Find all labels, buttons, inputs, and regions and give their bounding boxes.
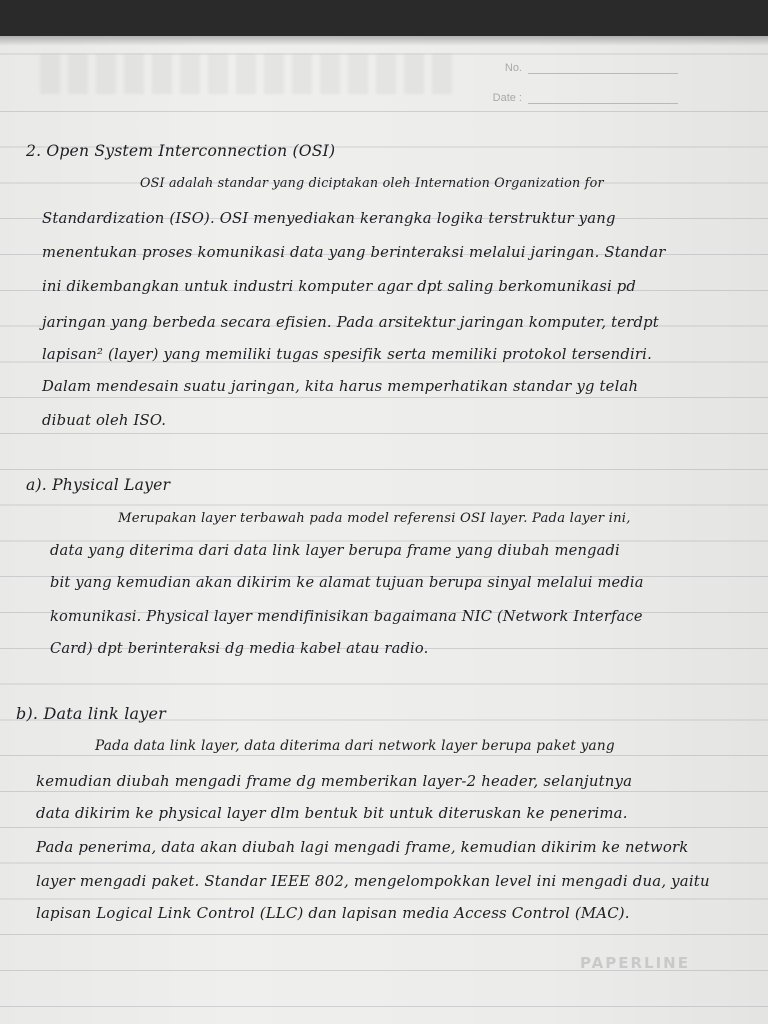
page-edge-shadow bbox=[0, 36, 768, 46]
date-label: Date : bbox=[492, 92, 522, 104]
section-osi-title: 2. Open System Interconnection (OSI) bbox=[26, 142, 336, 160]
section-osi-line: Dalam mendesain suatu jaringan, kita harus memperhatikan standar yg telah bbox=[42, 378, 639, 395]
section-datalink-title: b). Data link layer bbox=[16, 704, 167, 723]
number-label: No. bbox=[504, 62, 522, 74]
section-physical-line: bit yang kemudian akan dikirim ke alamat tujuan berupa sinyal melalui media bbox=[50, 574, 644, 591]
paperline-brand-logo: PAPERLINE bbox=[580, 954, 690, 972]
section-physical-line: Card) dpt berinteraksi dg media kabel atau radio. bbox=[50, 640, 429, 657]
section-datalink-line: Pada data link layer, data diterima dari network layer berupa paket yang bbox=[95, 738, 615, 754]
section-osi-line: Standardization (ISO). OSI menyediakan kerangka logika terstruktur yang bbox=[42, 210, 616, 227]
notebook-page bbox=[0, 36, 768, 1024]
section-physical-line: komunikasi. Physical layer mendifinisikan bagaimana NIC (Network Interface bbox=[50, 608, 643, 625]
section-physical-line: Merupakan layer terbawah pada model referensi OSI layer. Pada layer ini, bbox=[118, 511, 631, 526]
number-field bbox=[505, 62, 678, 74]
bleed-through-text bbox=[40, 54, 460, 94]
date-field bbox=[493, 92, 678, 104]
section-datalink-line: Pada penerima, data akan diubah lagi mengadi frame, kemudian dikirim ke network bbox=[36, 838, 689, 856]
section-osi-line: dibuat oleh ISO. bbox=[42, 412, 167, 429]
section-osi-line: ini dikembangkan untuk industri komputer agar dpt saling berkomunikasi pd bbox=[42, 278, 637, 295]
section-physical-line: data yang diterima dari data link layer berupa frame yang diubah mengadi bbox=[50, 542, 620, 559]
section-osi-line: lapisan² (layer) yang memiliki tugas spesifik serta memiliki protokol tersendiri. bbox=[42, 346, 652, 363]
section-physical-title: a). Physical Layer bbox=[26, 476, 171, 494]
section-datalink-line: data dikirim ke physical layer dlm bentuk bit untuk diteruskan ke penerima. bbox=[36, 804, 628, 822]
section-datalink-line: layer mengadi paket. Standar IEEE 802, mengelompokkan level ini mengadi dua, yaitu bbox=[36, 872, 710, 890]
section-osi-line: menentukan proses komunikasi data yang berinteraksi melalui jaringan. Standar bbox=[42, 244, 666, 261]
section-datalink-line: lapisan Logical Link Control (LLC) dan lapisan media Access Control (MAC). bbox=[36, 904, 630, 922]
section-osi-line: jaringan yang berbeda secara efisien. Pada arsitektur jaringan komputer, terdpt bbox=[42, 314, 659, 331]
section-osi-line: OSI adalah standar yang diciptakan oleh Internation Organization for bbox=[140, 176, 604, 191]
section-datalink-line: kemudian diubah mengadi frame dg memberikan layer-2 header, selanjutnya bbox=[36, 772, 633, 790]
